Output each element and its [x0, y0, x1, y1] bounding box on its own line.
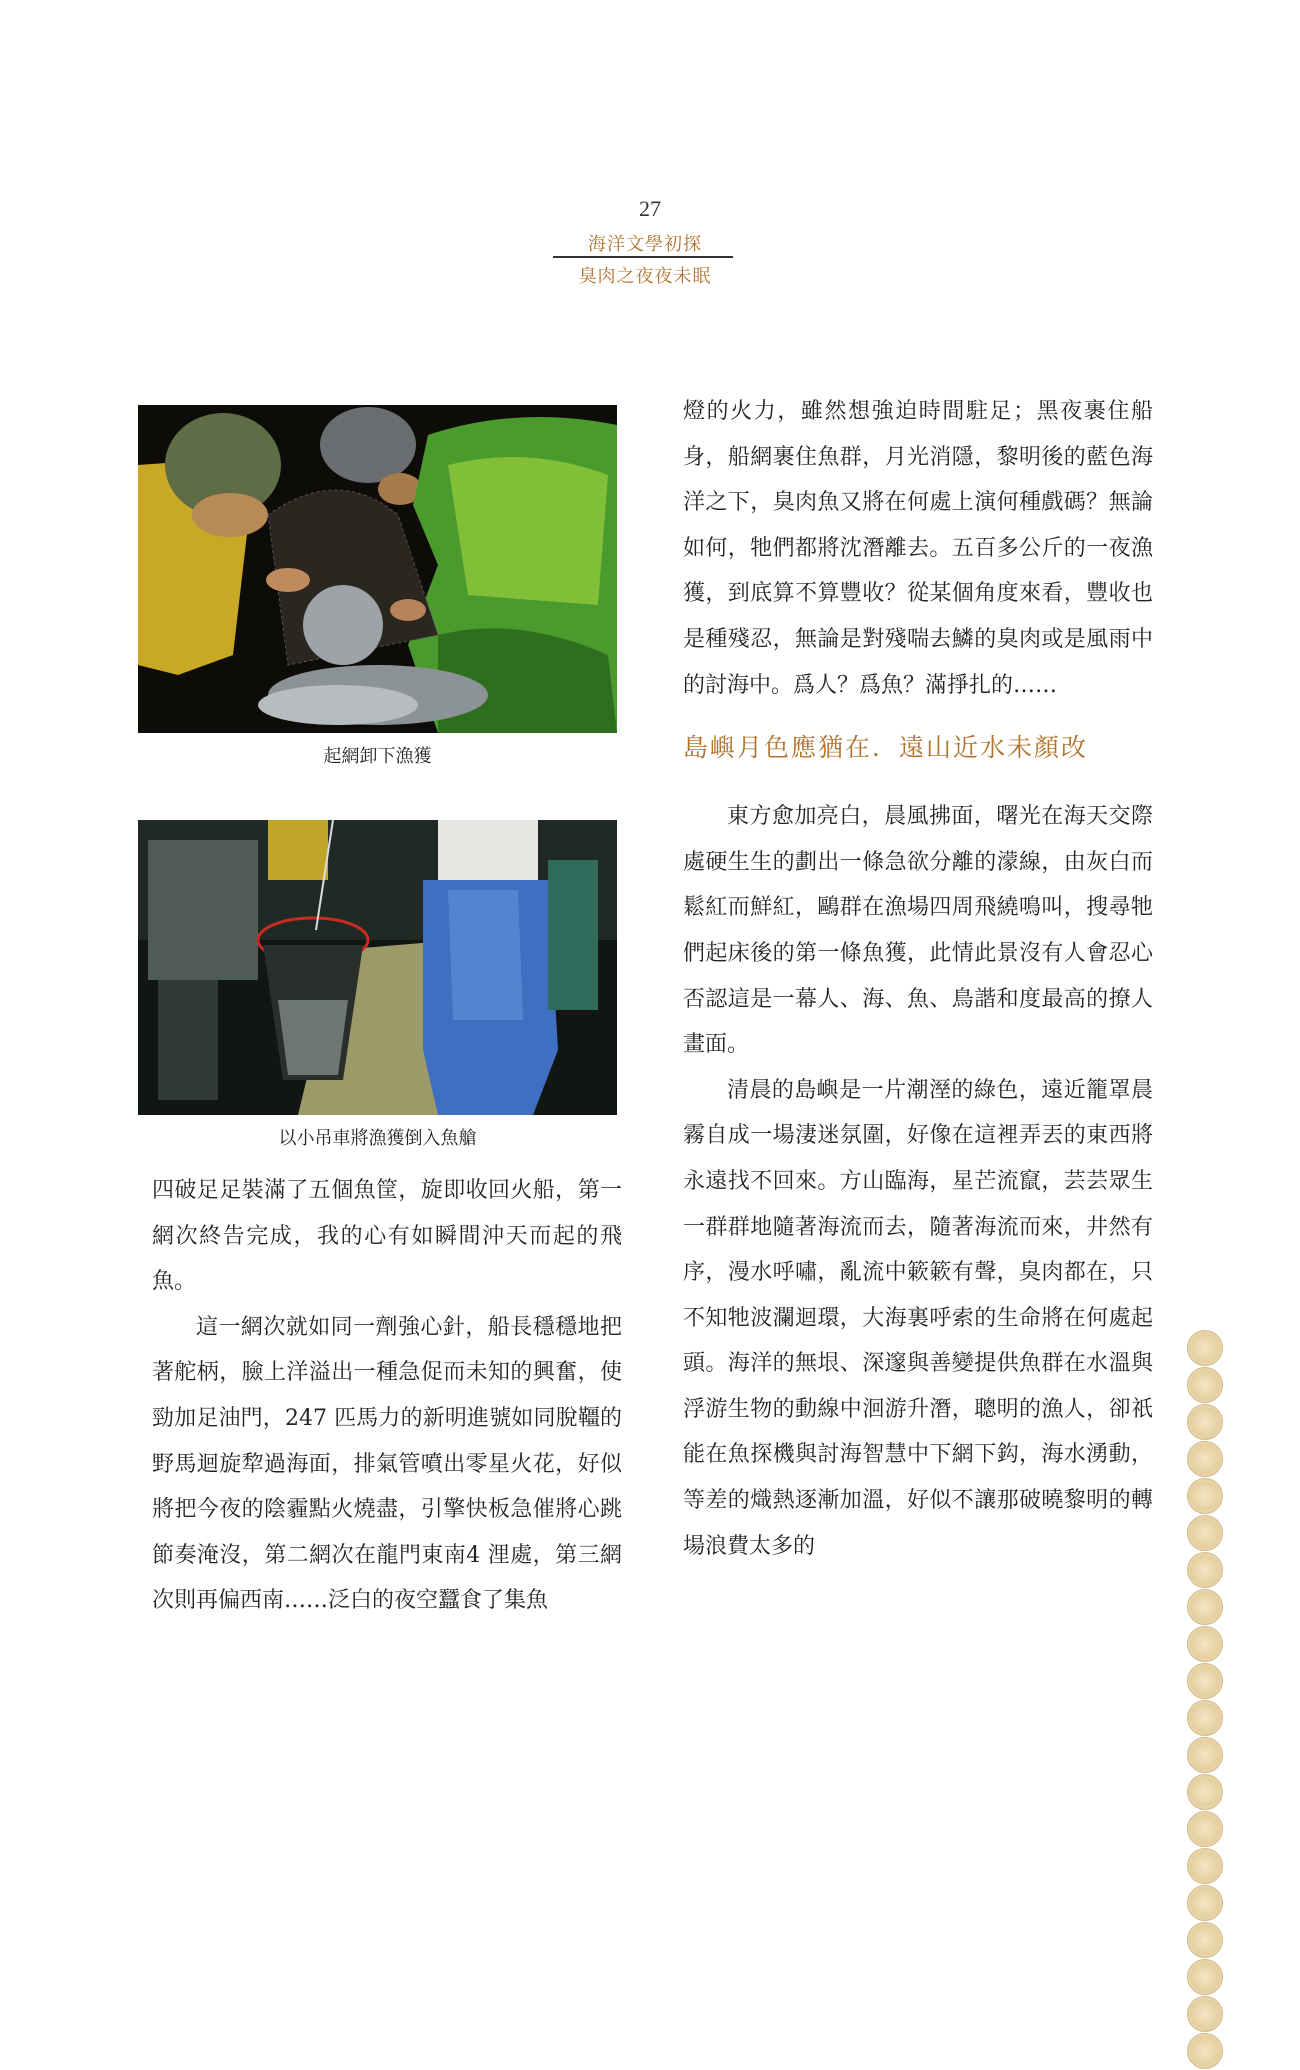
- section-heading: 島嶼月色應猶在．遠山近水未顏改: [683, 733, 1089, 763]
- book-title: 海洋文學初探: [588, 234, 702, 255]
- body-paragraph: 這一網次就如同一劑強心針，船長穩穩地把著舵柄，臉上洋溢出一種急促而未知的興奮，使勁加足油門，247 匹馬力的新明進號如同脫韁的野馬迴旋犂過海面，排氣管噴出零星火花，好似將把今夜的陰霾點火燒盡，引擎快板急催將心跳節奏淹沒，第二網次在龍門東南4 浬處，第三網次則再偏西南……泛白的夜空蠶食了集魚: [152, 1314, 622, 1614]
- decorative-ornament-strip: [1186, 1330, 1224, 2070]
- photo-crane-loading: [138, 820, 617, 1115]
- photo-caption-2: 以小吊車將漁獲倒入魚艙: [278, 1128, 477, 1149]
- right-column: [683, 389, 1153, 1569]
- chapter-title: 臭肉之夜夜未眠: [578, 266, 712, 287]
- body-paragraph: 東方愈加亮白，晨風拂面，曙光在海天交際處硬生生的劃出一條急欲分離的濛線，由灰白而鬆紅而鮮紅，鷗群在漁場四周飛繞鳴叫，搜尋牠們起床後的第一條魚獲，此情此景沒有人會忍心否認這是一幕人、海、魚、鳥諧和度最高的撩人畫面。: [683, 804, 1153, 1058]
- left-column: [152, 1168, 622, 1624]
- photo-caption-1: 起網卸下漁獲: [323, 746, 432, 767]
- page-number: 27: [639, 196, 661, 221]
- body-paragraph: 四破足足裝滿了五個魚筐，旋即收回火船，第一網次終告完成，我的心有如瞬間沖天而起的飛魚。: [152, 1178, 622, 1295]
- body-paragraph: 燈的火力，雖然想強迫時間駐足；黑夜裹住船身，船網裹住魚群，月光消隱，黎明後的藍色海洋之下，臭肉魚又將在何處上演何種戲碼？無論如何，牠們都將沈潛離去。五百多公斤的一夜漁獲，到底算不算豐收？從某個角度來看，豐收也是種殘忍，無論是對殘喘去鱗的臭肉或是風雨中的討海中。爲人？爲魚？滿掙扎的……: [683, 399, 1153, 698]
- body-paragraph: 清晨的島嶼是一片潮溼的綠色，遠近籠罩晨霧自成一場淒迷氛圍，好像在這裡弄丟的東西將永遠找不回來。方山臨海，星芒流竄，芸芸眾生一群群地隨著海流而去，隨著海流而來，井然有序，漫水呼嘯，亂流中簌簌有聲，臭肉都在，只不知牠波瀾迴環，大海裏呼索的生命將在何處起頭。海洋的無垠、深邃與善變提供魚群在水溫與浮游生物的動線中洄游升潛，聰明的漁人，卻祇能在魚探機與討海智慧中下網下鈎，海水湧動，等差的熾熱逐漸加溫，好似不讓那破曉黎明的轉場浪費太多的: [683, 1077, 1153, 1559]
- header-divider: [553, 256, 733, 258]
- photo-hauling-net: [138, 405, 617, 733]
